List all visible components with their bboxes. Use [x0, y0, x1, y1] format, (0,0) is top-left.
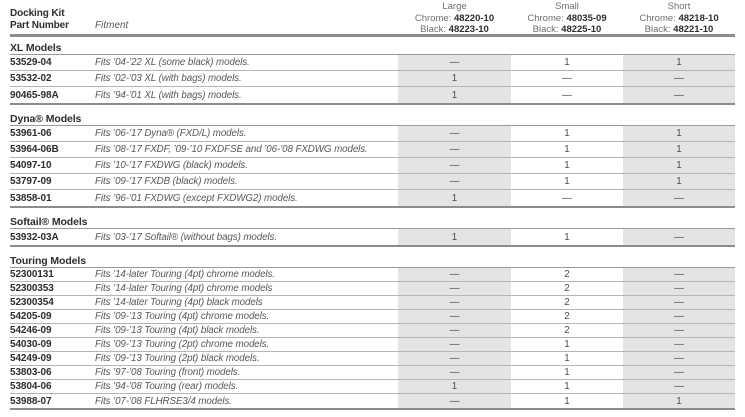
qty-small-cell: 2: [564, 297, 570, 308]
section-title: Touring Models: [10, 255, 735, 268]
fitment-cell: Fits ’09-’13 Touring (4pt) black models.: [95, 325, 260, 336]
table-row: [10, 142, 735, 158]
fitment-cell: Fits ’04-’22 XL (some black) models.: [95, 57, 250, 68]
qty-short-cell: 1: [623, 394, 735, 408]
part-number-cell: 52300353: [10, 283, 54, 294]
fitment-cell: Fits ’96-’01 FXDWG (except FXDWG2) models.: [95, 192, 298, 204]
part-number-cell: 53804-06: [10, 381, 52, 392]
table-row: [10, 55, 735, 71]
section-title: Dyna® Models: [10, 113, 735, 126]
qty-short-cell: 1: [623, 142, 735, 157]
fitment-cell: Fits ’94-’08 Touring (rear) models.: [95, 381, 239, 392]
part-number-cell: 53529-04: [10, 57, 52, 68]
black-part-line: Black: 48223-10: [420, 24, 489, 35]
section-rows: [10, 229, 735, 245]
qty-large-cell: —: [398, 282, 511, 295]
part-number-cell: 54249-09: [10, 353, 52, 364]
qty-large-cell: 1: [398, 87, 511, 103]
qty-short-cell: —: [623, 310, 735, 323]
part-number-cell: 53858-01: [10, 192, 52, 204]
qty-short-cell: 1: [623, 158, 735, 173]
header-columns: [398, 1, 735, 36]
chrome-part-line: Chrome: 48218-10: [639, 12, 719, 24]
qty-short-cell: 1: [623, 126, 735, 141]
part-number-cell: 53932-03A: [10, 231, 59, 243]
qty-small-cell: 1: [564, 231, 570, 243]
part-number-cell: 53964-06B: [10, 144, 59, 155]
fitment-cell: Fits ’14-later Touring (4pt) black models: [95, 297, 263, 308]
kit-size-name: Short: [667, 1, 691, 12]
qty-small-cell: —: [562, 192, 572, 204]
qty-large-cell: —: [398, 174, 511, 189]
qty-short-cell: —: [623, 71, 735, 86]
table-row: [10, 324, 735, 338]
part-number-cell: 53797-09: [10, 176, 52, 187]
table-row: [10, 310, 735, 324]
qty-large-cell: —: [398, 142, 511, 157]
model-section: [10, 113, 735, 208]
fitment-column-header: Fitment: [95, 20, 129, 31]
fitment-cell: Fits ’10-’17 FXDWG (black) models.: [95, 160, 248, 171]
qty-large-cell: 1: [398, 380, 511, 393]
qty-small-cell: 2: [564, 311, 570, 322]
part-number-cell: 90465-98A: [10, 89, 59, 101]
black-part-line: Black: 48221-10: [644, 24, 714, 35]
part-number-cell: 54246-09: [10, 325, 52, 336]
section-title: Softail® Models: [10, 216, 735, 229]
table-row: [10, 296, 735, 310]
qty-large-cell: —: [398, 158, 511, 173]
qty-small-cell: 1: [564, 339, 570, 350]
qty-large-cell: 1: [398, 190, 511, 206]
fitment-cell: Fits ’97-’08 Touring (front) models.: [95, 367, 241, 378]
fitment-cell: Fits ’02-’03 XL (with bags) models.: [95, 73, 242, 84]
table-row: [10, 174, 735, 190]
black-part-line: Black: 48225-10: [532, 24, 602, 35]
part-number-column-header: [10, 8, 69, 31]
table-row: [10, 268, 735, 282]
kit-size-column-header: [623, 1, 735, 36]
model-section: [10, 255, 735, 410]
fitment-cell: Fits ’06-’17 Dyna® (FXD/L) models.: [95, 128, 247, 139]
section-rows: [10, 55, 735, 103]
model-section: [10, 216, 735, 247]
qty-large-cell: —: [398, 55, 511, 70]
kit-size-name: Large: [442, 1, 467, 12]
qty-small-cell: 1: [564, 395, 570, 407]
qty-short-cell: —: [623, 352, 735, 365]
table-row: [10, 229, 735, 245]
qty-small-cell: 1: [564, 128, 570, 139]
table-row: [10, 190, 735, 206]
fitment-cell: Fits ’09-’17 FXDB (black) models.: [95, 176, 238, 187]
table-row: [10, 87, 735, 103]
table-sections: [10, 42, 735, 410]
section-title: XL Models: [10, 42, 735, 55]
part-number-cell: 54030-09: [10, 339, 52, 350]
qty-large-cell: 1: [398, 229, 511, 245]
fitment-cell: Fits ’94-’01 XL (with bags) models.: [95, 89, 242, 101]
table-row: [10, 394, 735, 408]
qty-small-cell: 1: [564, 144, 570, 155]
kit-size-column-header: [511, 1, 623, 36]
qty-large-cell: —: [398, 296, 511, 309]
chrome-part-line: Chrome: 48220-10: [414, 12, 495, 24]
qty-small-cell: 1: [564, 57, 570, 68]
fitment-cell: Fits ’14-later Touring (4pt) chrome models.: [95, 269, 275, 280]
qty-small-cell: —: [562, 73, 572, 84]
part-number-cell: 53988-07: [10, 395, 52, 407]
qty-small-cell: 1: [564, 176, 570, 187]
qty-large-cell: —: [398, 352, 511, 365]
qty-large-cell: —: [398, 394, 511, 408]
qty-short-cell: —: [623, 190, 735, 206]
qty-short-cell: —: [623, 229, 735, 245]
fitment-cell: Fits ’03-’17 Softail® (without bags) models.: [95, 231, 277, 243]
table-header: [10, 0, 735, 37]
fitment-cell: Fits ’09-’13 Touring (2pt) black models.: [95, 353, 260, 364]
part-number-cell: 53532-02: [10, 73, 52, 84]
table-row: [10, 338, 735, 352]
qty-large-cell: 1: [398, 71, 511, 86]
qty-short-cell: —: [623, 380, 735, 393]
section-rows: [10, 268, 735, 408]
qty-short-cell: —: [623, 338, 735, 351]
qty-large-cell: —: [398, 126, 511, 141]
qty-large-cell: —: [398, 324, 511, 337]
header-title-line1: Docking Kit: [10, 8, 65, 19]
qty-small-cell: 2: [564, 325, 570, 336]
table-row: [10, 380, 735, 394]
qty-short-cell: —: [623, 87, 735, 103]
kit-size-column-header: [398, 1, 511, 36]
part-number-cell: 53803-06: [10, 367, 52, 378]
kit-size-name: Small: [555, 1, 579, 12]
qty-short-cell: —: [623, 296, 735, 309]
table-row: [10, 282, 735, 296]
table-row: [10, 366, 735, 380]
part-number-cell: 54205-09: [10, 311, 52, 322]
table-row: [10, 126, 735, 142]
fitment-cell: Fits ’09-’13 Touring (2pt) chrome models.: [95, 339, 270, 350]
qty-large-cell: —: [398, 366, 511, 379]
chrome-part-line: Chrome: 48035-09: [527, 12, 607, 24]
qty-small-cell: 1: [564, 381, 570, 392]
part-number-cell: 54097-10: [10, 160, 52, 171]
qty-short-cell: 1: [623, 174, 735, 189]
qty-small-cell: 1: [564, 353, 570, 364]
fitment-cell: Fits ’08-’17 FXDF, ’09-’10 FXDFSE and ’06-’08 FXDWG models.: [95, 144, 368, 155]
section-rows: [10, 126, 735, 206]
table-row: [10, 352, 735, 366]
table-row: [10, 158, 735, 174]
qty-small-cell: 2: [564, 269, 570, 280]
qty-small-cell: —: [562, 89, 572, 101]
part-number-cell: 52300354: [10, 297, 54, 308]
header-title-line2: Part Number: [10, 19, 69, 31]
qty-short-cell: —: [623, 268, 735, 281]
qty-small-cell: 1: [564, 367, 570, 378]
fitment-cell: Fits ’14-later Touring (4pt) chrome models: [95, 283, 273, 294]
table-row: [10, 71, 735, 87]
qty-small-cell: 1: [564, 160, 570, 171]
fitment-cell: Fits ’09-’13 Touring (4pt) chrome models.: [95, 311, 270, 322]
qty-large-cell: —: [398, 310, 511, 323]
model-section: [10, 42, 735, 105]
qty-short-cell: —: [623, 282, 735, 295]
qty-short-cell: 1: [623, 55, 735, 70]
qty-short-cell: —: [623, 324, 735, 337]
fitment-cell: Fits ’07-’08 FLHRSE3/4 models.: [95, 395, 232, 407]
qty-large-cell: —: [398, 338, 511, 351]
qty-large-cell: —: [398, 268, 511, 281]
qty-short-cell: —: [623, 366, 735, 379]
part-number-cell: 52300131: [10, 269, 54, 280]
qty-small-cell: 2: [564, 283, 570, 294]
part-number-cell: 53961-06: [10, 128, 52, 139]
